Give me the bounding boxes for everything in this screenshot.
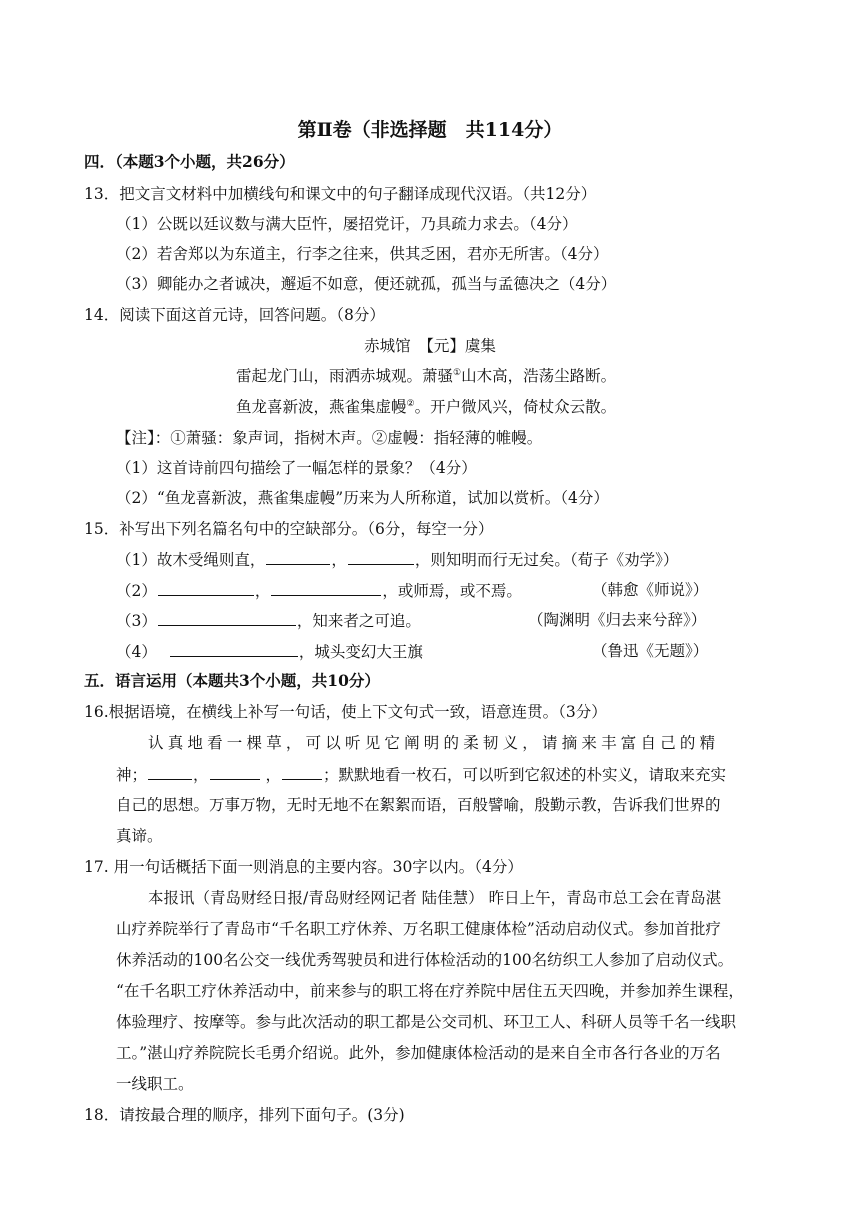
answer-blank[interactable] xyxy=(271,580,381,596)
item-4-suffix: ，城头变幻大王旗 xyxy=(298,643,423,661)
news-line-2: 山疗养院举行了青岛市“千名职工疗休养、万名职工健康体检”活动启动仪式。参加首批疗 xyxy=(116,920,721,938)
comma: ， xyxy=(331,551,347,569)
news-line-6: 工。”湛山疗养院院长毛勇介绍说。此外，参加健康体检活动的是来自全市各行各业的万名 xyxy=(116,1044,721,1062)
p2-suffix: ；默默地看一枚石，可以听到它叙述的朴实义，请取来充实 xyxy=(323,766,727,784)
question-15-stem: 15．补写出下列名篇名句中的空缺部分。（6分，每空一分） xyxy=(84,520,494,538)
news-line-3: 休养活动的100名公交一线优秀驾驶员和进行体检活动的100名纺织工人参加了启动仪式。 xyxy=(116,951,734,969)
poem-line-1-part-a: 雷起龙门山，雨洒赤城观。萧骚 xyxy=(236,367,454,385)
question-15-item-2 xyxy=(116,580,522,601)
poem-line-2 xyxy=(236,397,616,417)
question-14-stem: 14．阅读下面这首元诗，回答问题。（8分） xyxy=(84,306,385,324)
question-13-item-1: （1）公既以廷议数与满大臣忤，屡招党讦，乃具疏力求去。（4分） xyxy=(116,215,578,233)
section-heading-5: 五．语言运用（本题共3个小题，共10分） xyxy=(84,671,380,690)
question-16-paragraph-line-1: 认真地看一棵草，可以听见它阐明的柔韧义，请摘来丰富自己的精 xyxy=(148,734,720,752)
answer-blank[interactable] xyxy=(158,580,254,596)
news-line-5: 体验理疗、按摩等。参与此次活动的职工都是公交司机、环卫工人、科研人员等千名一线职 xyxy=(116,1013,737,1031)
poem-note: 【注】：①萧骚：象声词，指树木声。②虚幔：指轻薄的帷幔。 xyxy=(116,429,543,447)
question-13-item-3: （3）卿能办之者诚决，邂逅不如意，便还就孤，孤当与孟德决之（4分） xyxy=(116,275,617,293)
section-title: 第Ⅱ卷（非选择题 共114分） xyxy=(297,119,563,141)
poem-line-2-part-a: 鱼龙喜新波，燕雀集虚幔 xyxy=(236,398,407,416)
answer-blank[interactable] xyxy=(210,764,260,780)
question-16-paragraph-line-3: 自己的思想。万事万物，无时无地不在絮絮而语，百般譬喻，殷勤示教，告诉我们世界的 xyxy=(116,796,721,814)
question-16-paragraph-line-2 xyxy=(116,764,726,785)
question-15-item-4 xyxy=(116,641,423,662)
poem-line-1-part-b: 山木高，浩荡尘路断。 xyxy=(461,367,617,385)
question-17-stem: 17. 用一句话概括下面一则消息的主要内容。30字以内。（4分） xyxy=(84,858,523,876)
poem-title: 赤城馆 【元】虞集 xyxy=(364,337,496,355)
answer-blank[interactable] xyxy=(282,764,322,780)
item-2-source: （韩愈《师说》） xyxy=(592,581,709,599)
poem-line-2-part-b: 。开户微风兴，倚杖众云散。 xyxy=(414,398,617,416)
comma: ， xyxy=(254,582,271,600)
item-4-source: （鲁迅《无题》） xyxy=(592,642,709,660)
item-4-number: （4） xyxy=(116,643,157,661)
item-1-suffix: ，则知明而行无过矣。（荀子《劝学》） xyxy=(414,551,679,569)
item-1-prefix: （1）故木受绳则直， xyxy=(116,551,266,569)
question-16-stem: 16.根据语境，在横线上补写一句话，使上下文句式一致，语意连贯。（3分） xyxy=(84,703,607,721)
question-13-stem: 13．把文言文材料中加横线句和课文中的句子翻译成现代汉语。（共12分） xyxy=(84,185,597,203)
news-line-1: 本报讯（青岛财经日报/青岛财经网记者 陆佳慧） 昨日上午，青岛市总工会在青岛湛 xyxy=(148,889,722,907)
answer-blank[interactable] xyxy=(148,764,192,780)
comma: ， xyxy=(193,766,209,784)
footnote-marker-2: ② xyxy=(406,398,415,409)
news-line-4: “在千名职工疗休养活动中，前来参与的职工将在疗养院中居住五天四晚，并参加养生课程， xyxy=(116,982,744,1000)
question-15-item-1 xyxy=(116,549,678,570)
footnote-marker-1: ① xyxy=(453,367,462,378)
answer-blank[interactable] xyxy=(266,549,330,565)
item-3-number: （3） xyxy=(116,612,157,630)
question-16-paragraph-line-4: 真谛。 xyxy=(116,827,163,845)
question-13-item-2: （2）若舍郑以为东道主，行李之往来，供其乏困，君亦无所害。（4分） xyxy=(116,245,609,263)
question-18-stem: 18．请按最合理的顺序，排列下面句子。(3分) xyxy=(84,1106,405,1124)
answer-blank[interactable] xyxy=(348,549,414,565)
item-2-number: （2） xyxy=(116,582,157,600)
comma: ， xyxy=(265,766,282,784)
question-15-item-3 xyxy=(116,610,421,631)
question-14-item-2: （2）“鱼龙喜新波，燕雀集虚幔”历来为人所称道，试加以赏析。（4分） xyxy=(116,489,609,507)
item-2-suffix: ，或师焉，或不焉。 xyxy=(382,582,522,600)
answer-blank[interactable] xyxy=(158,610,296,626)
item-3-suffix: ，知来者之可追。 xyxy=(296,612,421,630)
question-14-item-1: （1）这首诗前四句描绘了一幅怎样的景象？（4分） xyxy=(116,459,477,477)
poem-line-1 xyxy=(236,366,616,386)
section-heading-4: 四．（本题3个小题，共26分） xyxy=(84,152,295,171)
answer-blank[interactable] xyxy=(170,641,298,657)
p2-prefix: 神； xyxy=(116,766,148,784)
item-3-source: （陶渊明《归去来兮辞》） xyxy=(528,611,707,629)
news-line-7: 一线职工。 xyxy=(116,1075,194,1093)
